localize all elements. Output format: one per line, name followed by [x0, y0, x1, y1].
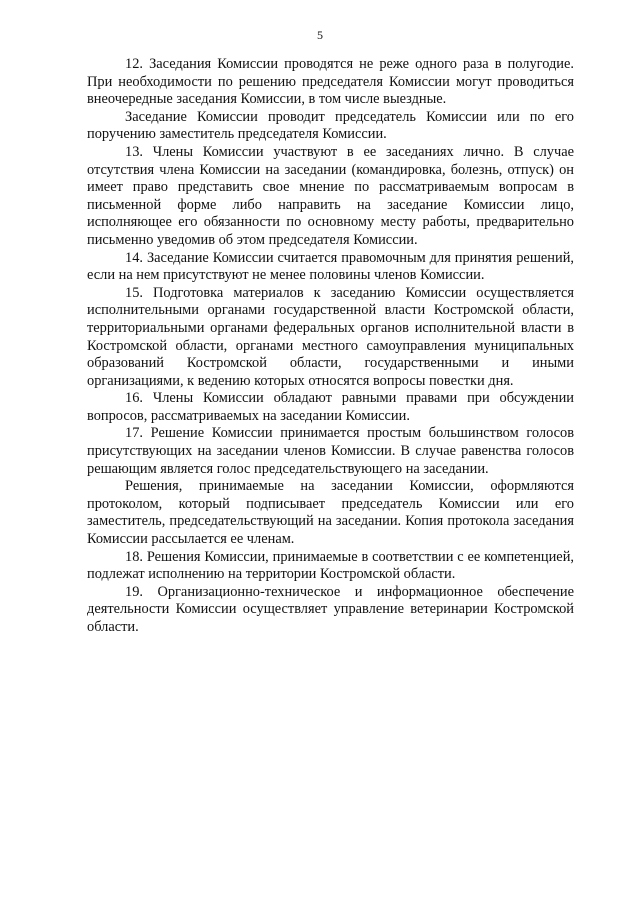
paragraph-12: 12. Заседания Комиссии проводятся не реже одного раза в полугодие. При необходимости по решению председателя Комиссии могут проводиться внеочередные заседания Комиссии, в том числе выездные.: [87, 56, 574, 108]
paragraph-12-chair: Заседание Комиссии проводит председатель Комиссии или по его поручению заместитель председателя Комиссии.: [87, 108, 574, 143]
document-body: [87, 56, 574, 637]
paragraph-16: 16. Члены Комиссии обладают равными правами при обсуждении вопросов, рассматриваемых на заседании Комиссии.: [87, 390, 574, 424]
paragraph-14: 14. Заседание Комиссии считается правомочным для принятия решений, если на нем присутствуют не менее половины членов Комиссии.: [87, 249, 574, 284]
paragraph-15: 15. Подготовка материалов к заседанию Комиссии осуществляется исполнительными органами государственной власти Костромской области, территориальными органами федеральных органов исполнительной власти в Костромской области, органами местного самоуправления муниципальных образований Костромской области, государственными и иными организациями, к ведению которых относятся вопросы повестки дня.: [87, 284, 574, 389]
paragraph-17: 17. Решение Комиссии принимается простым большинством голосов присутствующих на заседании членов Комиссии. В случае равенства голосов решающим является голос председательствующего на заседании.: [87, 425, 574, 477]
paragraph-13: 13. Члены Комиссии участвуют в ее заседаниях лично. В случае отсутствия члена Комиссии на заседании (командировка, болезнь, отпуск) он имеет право представить свое мнение по рассматриваемым вопросам в письменной форме либо направить на заседание Комиссии лицо, исполняющее его обязанности по основному месту работы, предварительно письменно уведомив об этом председателя Комиссии.: [87, 143, 574, 248]
page-number: 5: [317, 28, 323, 42]
paragraph-17-protocol: Решения, принимаемые на заседании Комиссии, оформляются протоколом, который подписывает председатель Комиссии или его заместитель, председательствующий на заседании. Копия протокола заседания Комиссии рассылается ее членам.: [87, 478, 574, 548]
paragraph-19: 19. Организационно-техническое и информационное обеспечение деятельности Комиссии осуществляет управление ветеринарии Костромской области.: [87, 583, 574, 635]
paragraph-18: 18. Решения Комиссии, принимаемые в соответствии с ее компетенцией, подлежат исполнению на территории Костромской области.: [87, 548, 574, 583]
